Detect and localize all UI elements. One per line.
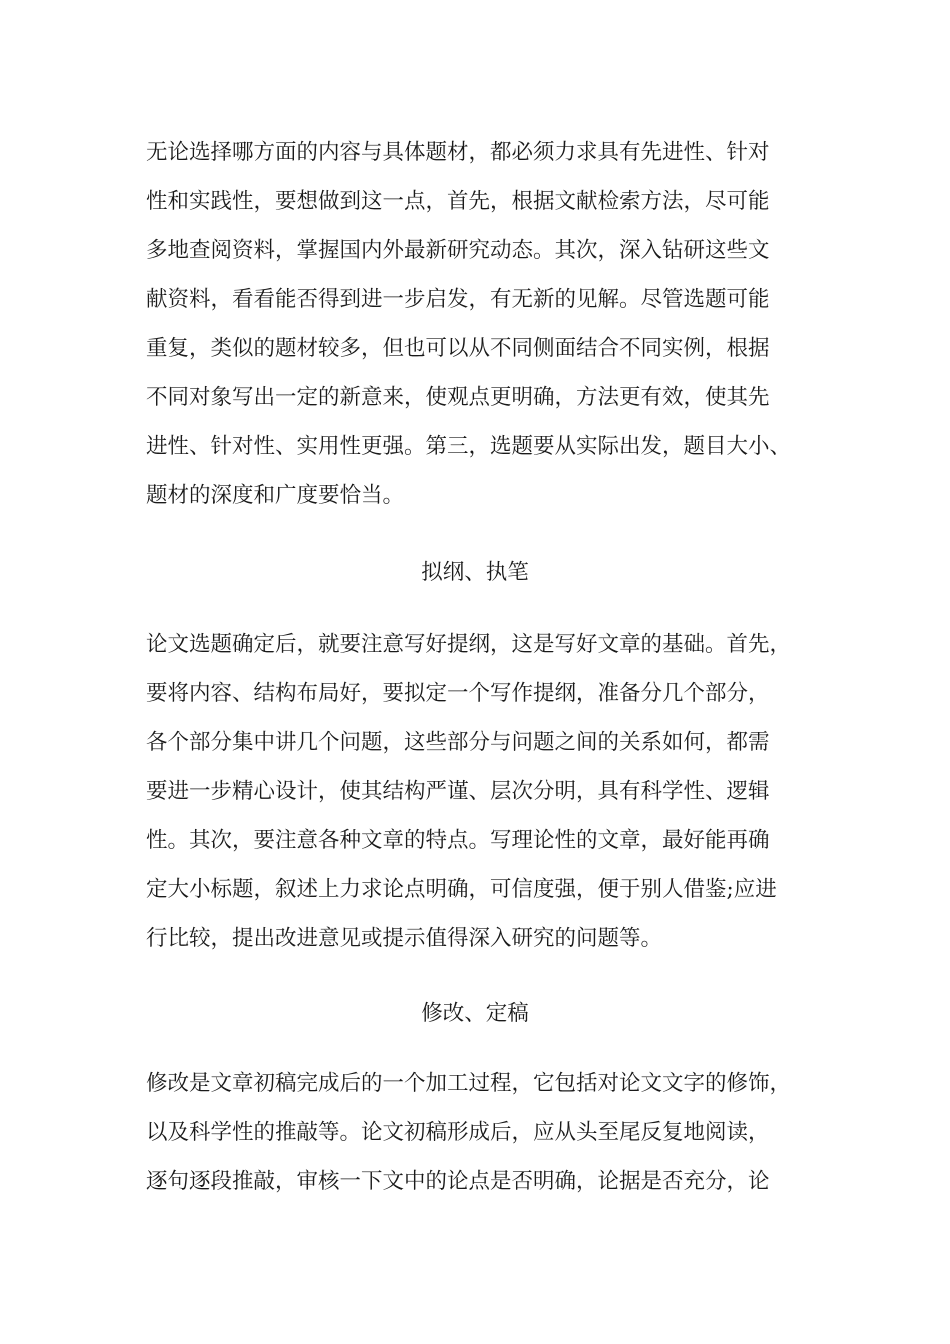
section-heading-revision: 修改、定稿 <box>421 1001 529 1026</box>
paragraph-revision <box>146 1059 826 1206</box>
paragraph-topic-selection <box>146 128 826 520</box>
paragraph-line: 性。其次，要注意各种文章的特点。写理论性的文章，最好能再确 <box>146 828 770 853</box>
paragraph-line: 要将内容、结构布局好，要拟定一个写作提纲，准备分几个部分， <box>146 681 770 706</box>
paragraph-line: 修改是文章初稿完成后的一个加工过程，它包括对论文文字的修饰， <box>146 1071 792 1096</box>
paragraph-line: 无论选择哪方面的内容与具体题材，都必须力求具有先进性、针对 <box>146 140 770 165</box>
paragraph-line: 论文选题确定后，就要注意写好提纲，这是写好文章的基础。首先， <box>146 632 792 657</box>
paragraph-line: 多地查阅资料，掌握国内外最新研究动态。其次，深入钻研这些文 <box>146 238 770 263</box>
paragraph-line: 性和实践性，要想做到这一点，首先，根据文献检索方法，尽可能 <box>146 189 770 214</box>
paragraph-line: 题材的深度和广度要恰当。 <box>146 483 405 508</box>
paragraph-outline-writing <box>146 620 826 963</box>
paragraph-line: 不同对象写出一定的新意来，使观点更明确，方法更有效，使其先 <box>146 385 770 410</box>
paragraph-line: 各个部分集中讲几个问题，这些部分与问题之间的关系如何，都需 <box>146 730 770 755</box>
paragraph-line: 定大小标题，叙述上力求论点明确，可信度强，便于别人借鉴;应进 <box>146 877 777 902</box>
paragraph-line: 重复，类似的题材较多，但也可以从不同侧面结合不同实例，根据 <box>146 336 770 361</box>
paragraph-line: 献资料，看看能否得到进一步启发，有无新的见解。尽管选题可能 <box>146 287 770 312</box>
paragraph-line: 要进一步精心设计，使其结构严谨、层次分明，具有科学性、逻辑 <box>146 779 770 804</box>
section-heading-outline: 拟纲、执笔 <box>421 560 529 585</box>
paragraph-line: 进性、针对性、实用性更强。第三，选题要从实际出发，题目大小、 <box>146 434 792 459</box>
paragraph-line: 行比较，提出改进意见或提示值得深入研究的问题等。 <box>146 926 663 951</box>
paragraph-line: 逐句逐段推敲，审核一下文中的论点是否明确，论据是否充分，论 <box>146 1169 770 1194</box>
paragraph-line: 以及科学性的推敲等。论文初稿形成后，应从头至尾反复地阅读， <box>146 1120 770 1145</box>
